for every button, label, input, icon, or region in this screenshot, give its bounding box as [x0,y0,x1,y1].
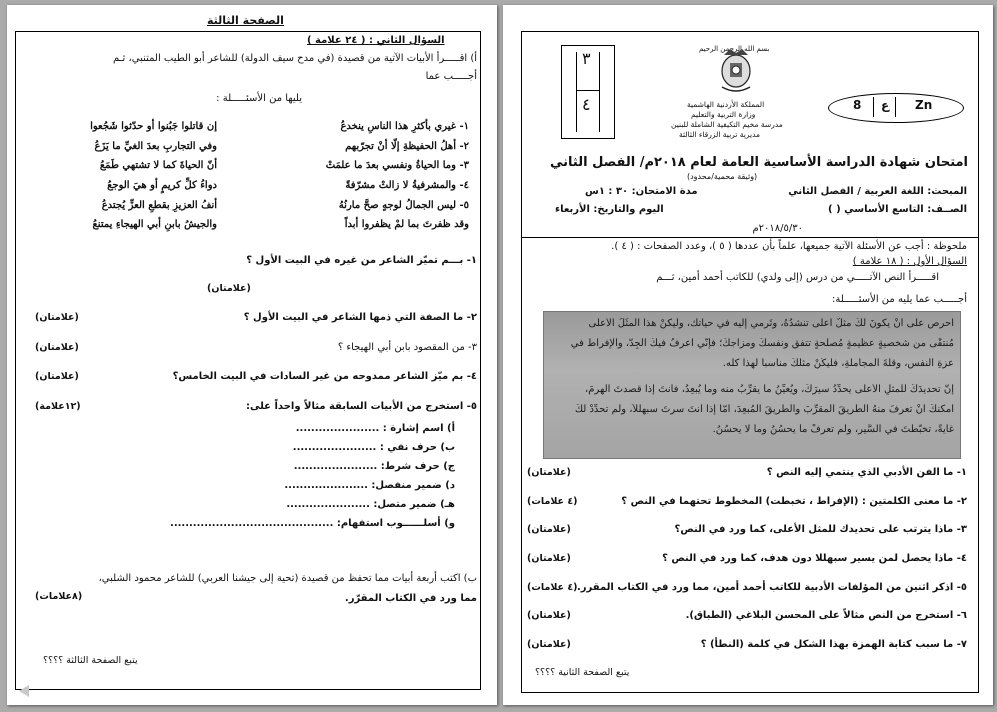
q1-question-2-marks: (٤ علامات) [527,496,578,507]
exam-title: امتحان شهادة الدراسة الأساسية العامة لعام ٢٠١٨م/ الفصل الثاني [550,155,969,170]
extract-item-b: ب) حرف نفي : ...................... [292,442,455,453]
score-numerator: ٣ [582,49,591,68]
q2-title: السؤال الثاني : ( ٢٤ علامة ) [307,35,445,46]
part-a-intro-line3: يليها من الأسئـــــلة : [216,93,302,104]
q1-question-4: ٤- ماذا يحصل لمن يسير سبهللا دون هدف، كما ورد في النص ؟ [662,553,967,564]
page-one [503,5,993,705]
extract-item-d: د) ضمير منفصل: ...................... [284,480,455,491]
exam-note: ملحوظة : أجب عن الأسئلة الآتية جميعها، علماً بأن عددها ( ٥ )، وعدد الصفحات : ( ٤ ). [611,241,967,252]
q1-question-5: ٥- اذكر اثنين من المؤلفات الأدبية للكاتب أحمد أمين، مما ورد في الكتاب المقرر. [577,582,967,593]
code-cell-3: 8 [853,98,862,112]
passage-line-1: احرص على أنْ يكونَ لكَ مثلٌ أعلى تنشدُهُ، وتَرمي إليه في حياتك، ولْيكنْ هذا المثَلُ الأعلى [588,318,954,329]
extract-item-e: هـ) ضمير متصل: ...................... [286,499,455,510]
institution-line3: مدرسة مخيم التكيفية الشاملة للبنين [671,120,783,129]
verse-4-first-half: ٤- والمشرفيةُ لا زالتْ مشرّفةً [345,180,469,191]
institution-line2: وزارة التربية والتعليم [691,110,756,119]
q2-question-5: ٥- استخرج من الأبيات السابقة مثالاً واحداً على: [245,401,477,412]
q1-title: السؤال الأول : ( ١٨ علامة ) [852,256,967,267]
q2-question-3-marks: (علامتان) [35,342,79,353]
footer-next-page: يتبع الصفحة الثالثة ؟؟؟؟ [43,655,138,666]
q1-question-6: ٦- استخرج من النص مثالاً على المحسن البلاغي (الطباق). [685,610,967,621]
institution-line4: مديرية تربية الزرقاء الثالثة [679,130,761,139]
passage-line-6: غايةً، تخبَّطتَ في السَّيرِ، ولم تعرفْ ما يحسُنُ وما لا يحسُنُ. [712,424,954,435]
score-box [561,45,615,139]
subject: المبحث: اللغة العربية / الفصل الثاني [788,186,967,197]
part-a-intro-line2: أجـــــب عما [425,71,477,82]
extract-item-c: ج) حرف شرط: ...................... [293,461,455,472]
passage-line-3: عزةِ النفسِ، وقلةَ المجاملةِ، فلْيكُنْ مثلُكَ مناسباً لهذا كلِّه. [722,358,954,369]
q2-question-1: ١- بـــم تميّز الشاعر من غيره في البيت الأول ؟ [246,255,477,266]
page-header: الصفحة الثالثة [207,14,284,27]
score-divider [576,90,600,91]
exam-code-oval [828,93,964,123]
q1-question-7-marks: (علامتان) [527,639,571,650]
institution-line1: المملكة الأردنية الهاشمية [687,100,765,109]
q2-question-3: ٣- من المقصود بابن أبي الهيجاء ؟ [337,342,477,353]
exam-subtitle: (وثيقة محمية/محدود) [687,172,758,181]
q2-question-2: ٢- ما الصفة التي ذمها الشاعر في البيت الأول ؟ [243,312,477,323]
exam-day: اليوم والتاريخ: الأربعاء [555,204,664,215]
q1-question-4-marks: (علامتان) [527,553,571,564]
q2-question-4: ٤- بم ميّز الشاعر ممدوحه من غير السادات في البيت الخامس؟ [172,371,477,382]
q2-question-5-marks: (١٢علامة) [35,401,81,412]
q1-question-3-marks: (علامتان) [527,524,571,535]
verse-3-second-half: أنّ الحياةَ كما لا تشتهي طَمَعُ [99,160,217,171]
q1-question-6-marks: (علامتان) [527,610,571,621]
basmala: بسم الله الرحمن الرحيم [699,45,770,53]
back-arrow-icon[interactable] [19,685,29,697]
verse-1-first-half: ١- غيري بأكثرِ هذا الناسِ ينخدعُ [340,121,469,132]
q2-question-2-marks: (علامتان) [35,312,79,323]
q1-question-5-marks: (٤ علامات) [527,582,578,593]
verse-6-second-half: والجيشُ بابنِ أبي الهيجاءِ يمتنعُ [92,219,217,230]
q1-question-7: ٧- ما سبب كتابة الهمزة بهذا الشكل في كلمة (النطأ) ؟ [700,639,967,650]
grade: الصــف: التاسع الأساسي ( ) [828,204,967,215]
passage-line-4: إنَّ تحديدَكَ للمثلِ الأعلى يحدِّدُ سيرَكَ، ويُعيِّنُ ما يقرِّبُ منه وما يُبعِدُ، فأنتَ إذا قصدتَ الهرمَ، [585,384,954,395]
header-separator [521,237,979,238]
q2-question-4-marks: (علامتان) [35,371,79,382]
q1-question-2: ٢- ما معنى الكلمتين : (الإفراط ، تخبطت) المخطوط تحتهما في النص ؟ [621,496,967,507]
extract-item-a: أ) اسم إشارة : ...................... [295,423,455,434]
score-denominator: ٤ [582,95,591,114]
footer-next-page: يتبع الصفحة الثانية ؟؟؟؟ [535,667,630,678]
verse-2-second-half: وفي التجاربِ بعدَ الغيِّ ما يَزَعُ [94,141,217,152]
q2-question-1-marks: (علامتان) [207,283,251,294]
verse-5-second-half: أنفُ العزيزِ بقطعِ العزِّ يُجتدعُ [101,200,217,211]
verse-6-first-half: وقد ظفرتَ بما لمْ يظفروا أبداً [344,219,469,230]
passage-line-2: مُنتقًى من شخصيةٍ عظيمةٍ مُصلحةٍ تتفق ونفسكَ ومزاجكَ؛ فإنّي أعرفُ فيكَ الجِدَّ، والإفراطَ في [570,338,954,349]
jordan-emblem-icon [716,43,756,99]
exam-duration: مدة الامتحان: ٣٠ : ١س [585,186,698,197]
verse-2-first-half: ٢- أهلُ الحفيظةِ إلّا أنْ تجرّبهم [345,141,469,152]
code-cell-2: ع [881,98,890,112]
verse-3-first-half: ٣- وما الحياةُ ونفسي بعدَ ما علمَتْ [325,160,469,171]
part-b-line1: ب) اكتب أربعة أبيات مما تحفظ من قصيدة (تحية إلى جيشنا العربي) للشاعر محمود الشلبي، [98,573,477,584]
verse-1-second-half: إن قاتلوا جَبُنوا أو حدّثوا شَجُعوا [90,121,217,132]
page-three [7,5,497,705]
exam-date: ٢٠١٨/٥/٣٠م [752,223,803,234]
extract-item-f: و) أسلــــــوب استفهام: ........................................... [170,518,455,529]
verse-5-first-half: ٥- ليس الجمالُ لوجهٍ صحَّ مارنُهُ [338,200,469,211]
part-b-marks: (٨علامات) [35,591,83,602]
q1-question-1: ١- ما الفن الأدبي الذي ينتمي إليه النص ؟ [766,467,967,478]
reading-passage-image [543,311,961,459]
q1-intro-line2: أجـــــب عما يليه من الأسئـــــلة: [832,294,967,305]
part-b-line2: مما ورد في الكتاب المقرّر. [344,593,477,604]
passage-line-5: أمكنكَ أنْ تعرفَ منهُ الطريقَ المقرِّبَ والطريقَ المُبعِدَ، أمّا إذا أنتَ سرتَ سبهللاً، ولم تحدِّدْ لكَ [574,404,954,415]
verse-4-second-half: دواءُ كلِّ كريمٍ أو هيَ الوجعُ [107,180,217,191]
part-a-intro-line1: أ) اقـــــرأ الأبيات الآتية من قصيدة (في مدح سيف الدولة) للشاعر أبو الطيب المتنبي، ثـم [112,53,477,64]
q1-intro-line1: اقـــــرأ النص الآتـــــي من درس (إلى ولدي) للكاتب أحمد أمين، ثـــم [656,272,939,283]
q1-question-3: ٣- ماذا يترتب على تحديدك للمثل الأعلى، كما ورد في النص؟ [674,524,967,535]
code-cell-1: Zn [915,98,933,112]
q1-question-1-marks: (علامتان) [527,467,571,478]
